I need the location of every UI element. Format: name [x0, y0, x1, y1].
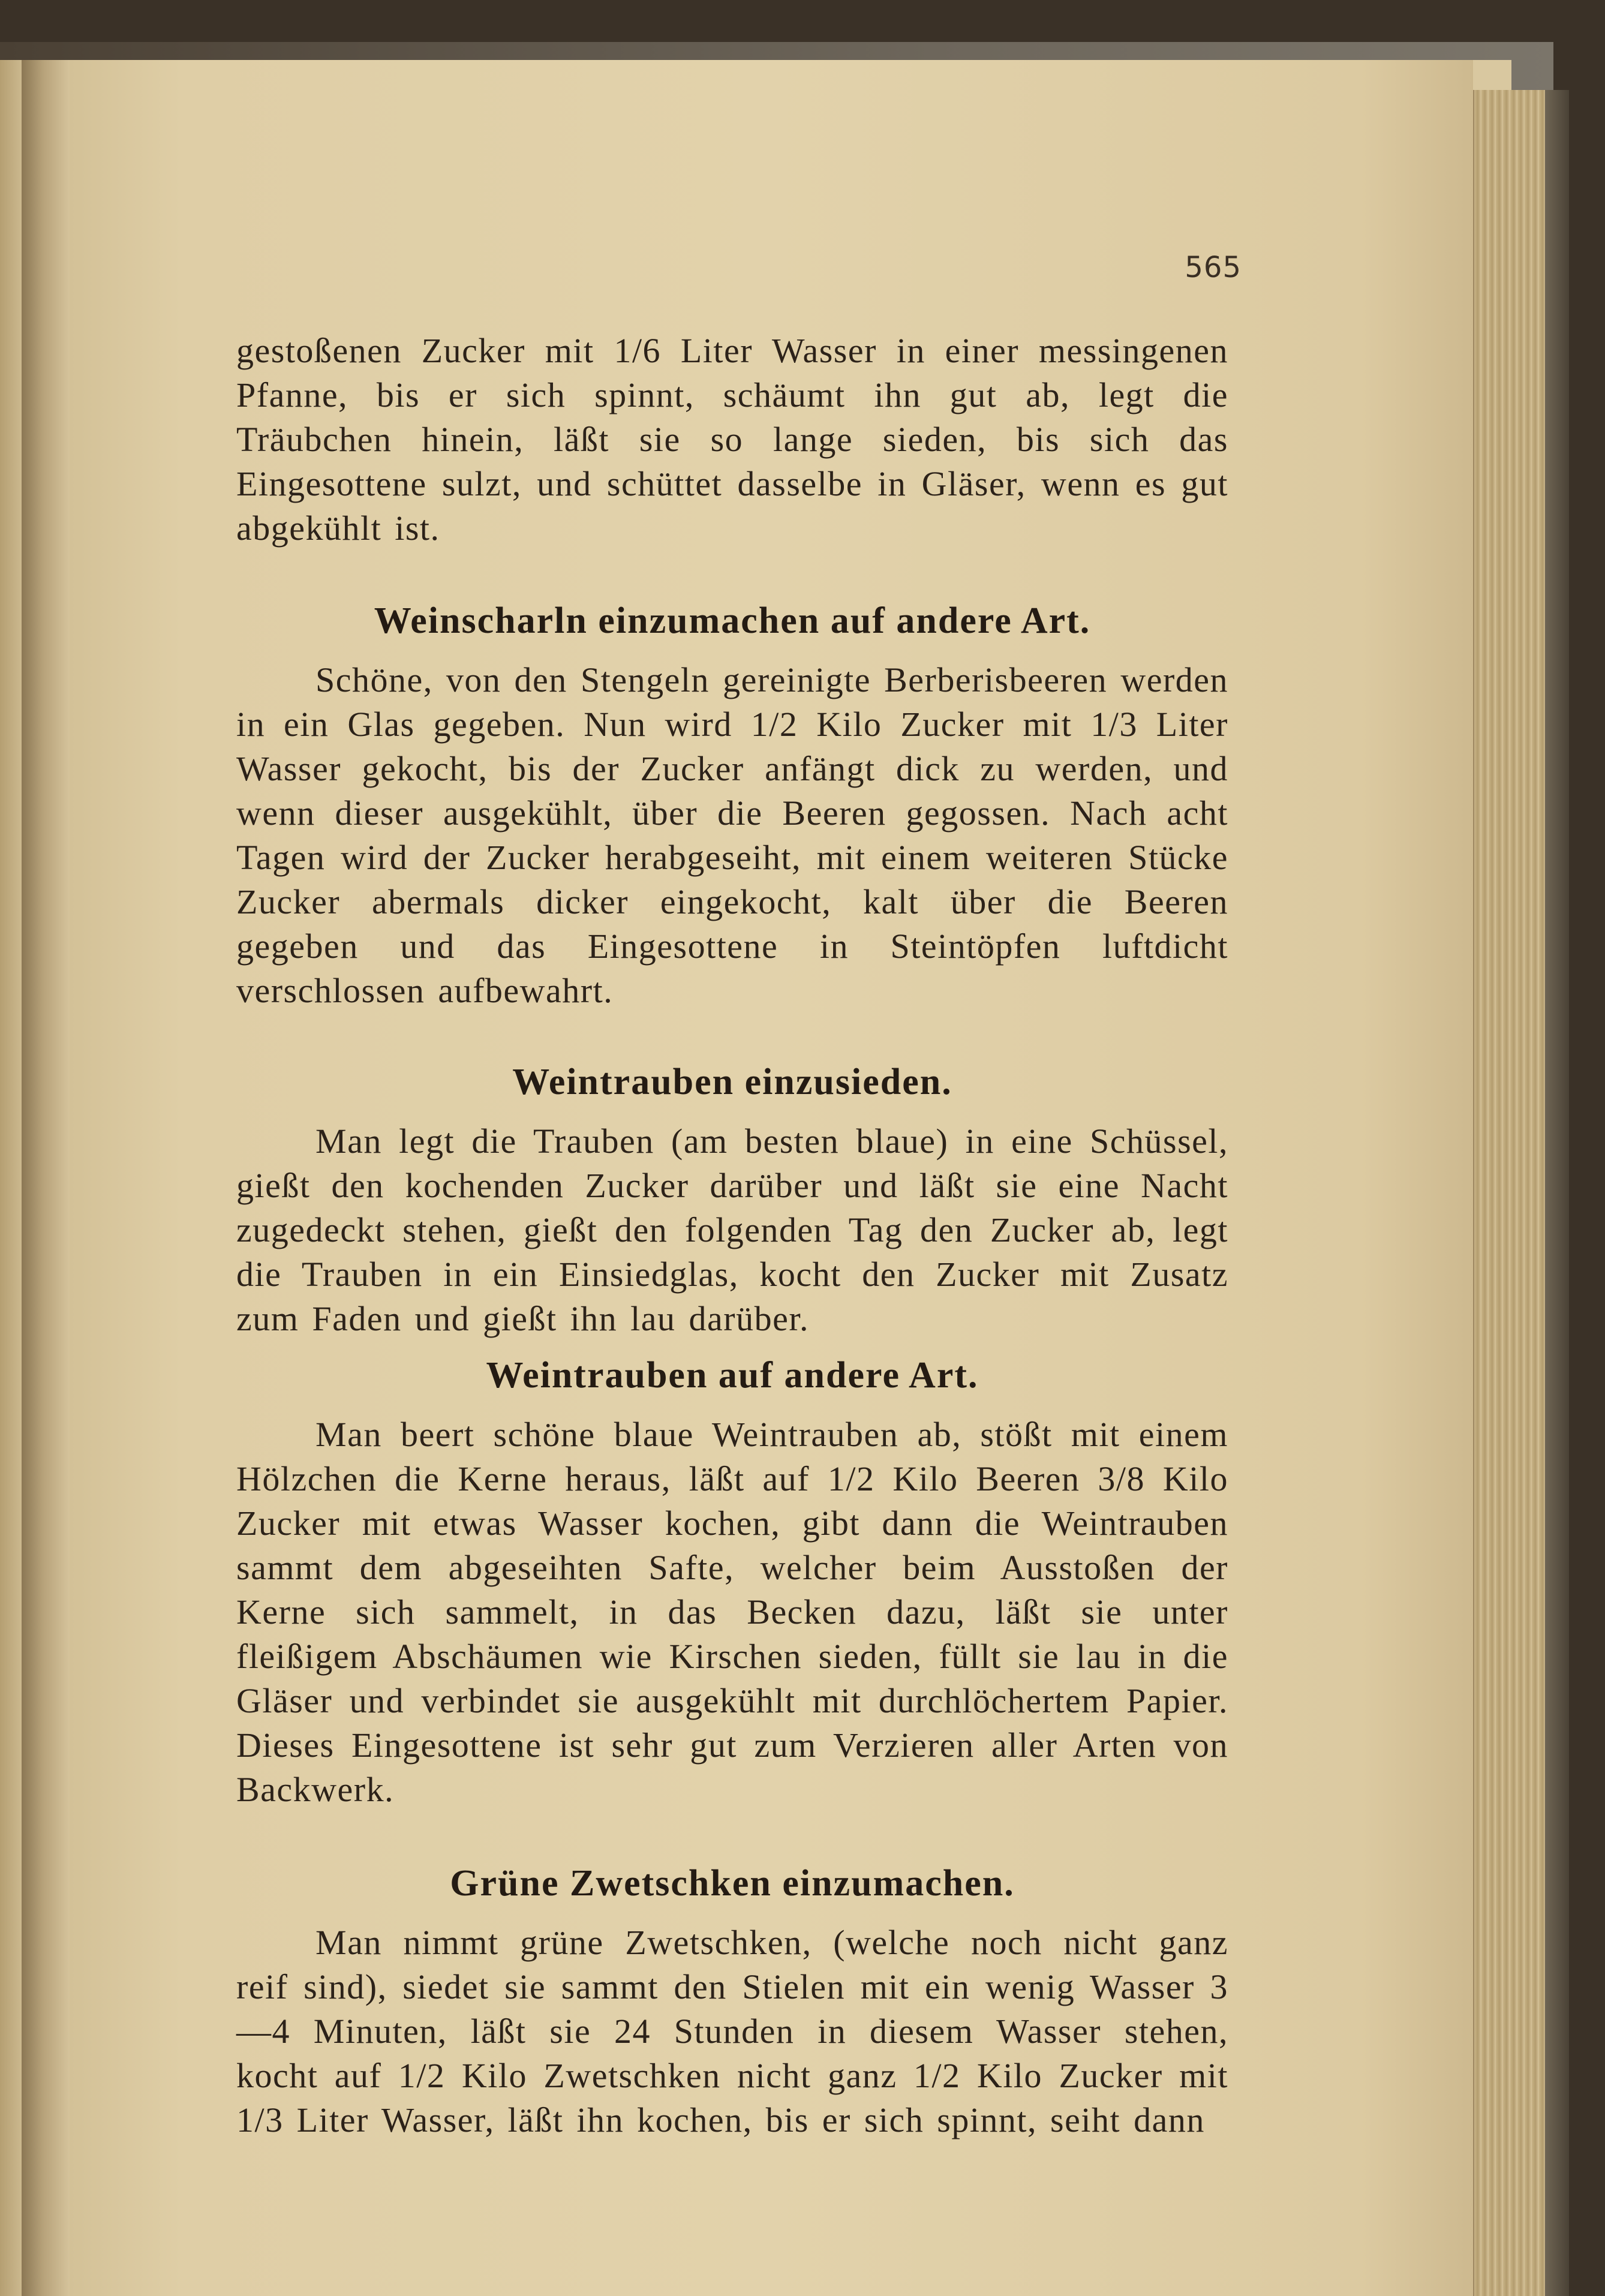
page-number: 565 — [1185, 251, 1242, 284]
book-gutter — [22, 60, 70, 2296]
paragraph: Schöne, von den Stengeln gereinigte Berberisbeeren werden in ein Glas gegeben. Nun wird 1/2 Kilo Zucker mit 1/3 Liter Wasser gekocht, bis der Zucker anfängt dick zu werden, und wenn dieser ausgekühlt, über die Beeren gegossen. Nach acht Tagen wird der Zucker herabgeseiht, mit einem weiteren Stücke Zucker abermals dicker eingekocht, kalt über die Beeren gegeben und das Eingesottene in Steintöpfen luftdicht verschlossen aufbewahrt. — [236, 660, 1228, 1010]
left-page-edge — [0, 60, 23, 2296]
section-heading: Weintrauben einzusieden. — [512, 1062, 952, 1102]
section-heading: Grüne Zwetschken einzumachen. — [450, 1863, 1015, 1904]
section-heading: Weintrauben auf andere Art. — [486, 1355, 979, 1396]
page-text-block — [236, 329, 1228, 2142]
paragraph: Man beert schöne blaue Weintrauben ab, stößt mit einem Hölzchen die Kerne heraus, läßt auf 1/2 Kilo Beeren 3/8 Kilo Zucker mit etwas Wasser kochen, gibt dann die Weintrauben sammt dem abgeseihten Safte, welcher beim Ausstoßen der Kerne sich sammelt, in das Becken dazu, läßt sie unter fleißigem Abschäumen wie Kirschen sieden, füllt sie lau in die Gläser und verbindet sie ausgekühlt mit durchlöchertem Papier. Dieses Eingesottene ist sehr gut zum Verzieren aller Arten von Backwerk. — [236, 1415, 1228, 1809]
paragraph: Man nimmt grüne Zwetschken, (welche noch nicht ganz reif sind), siedet sie sammt den Stielen mit ein wenig Wasser 3—4 Minuten, läßt sie 24 Stunden in diesem Wasser stehen, kocht auf 1/2 Kilo Zwetschken nicht ganz 1/2 Kilo Zucker mit 1/3 Liter Wasser, läßt ihn kochen, bis er sich spinnt, seiht dann — [236, 1923, 1228, 2139]
cover-shadow — [1545, 90, 1569, 2296]
paragraph-continuation: gestoßenen Zucker mit 1/6 Liter Wasser in einer messingenen Pfanne, bis er sich spinnt, schäumt ihn gut ab, legt die Träubchen hinein, läßt sie so lange sieden, bis sich das Eingesottene sulzt, und schüttet dasselbe in Gläser, wenn es gut abgekühlt ist. — [236, 331, 1228, 548]
section-heading: Weinscharln einzumachen auf andere Art. — [374, 600, 1091, 641]
page-stack-edge — [1473, 90, 1546, 2296]
paragraph: Man legt die Trauben (am besten blaue) in eine Schüssel, gießt den kochenden Zucker darüber und läßt sie eine Nacht zugedeckt stehen, gießt den folgenden Tag den Zucker ab, legt die Trauben in ein Einsiedglas, kocht den Zucker mit Zusatz zum Faden und gießt ihn lau darüber. — [236, 1122, 1228, 1338]
